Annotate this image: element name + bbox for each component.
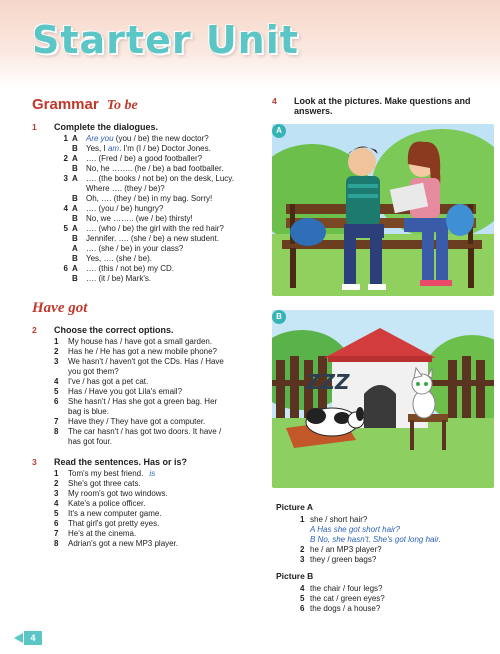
page-arrow-icon: [14, 633, 23, 643]
question-line: [300, 604, 494, 614]
line-number: 5: [63, 224, 68, 233]
question-text: they / green bags?: [310, 555, 377, 564]
option-line: [54, 337, 262, 347]
have-got-heading: Have got: [32, 300, 88, 316]
sentence-text: That girl's got pretty eyes.: [68, 519, 160, 528]
line-number: 8: [54, 539, 59, 548]
dialogue-text-rest: …. (who / be) the girl with the red hair?: [86, 224, 224, 233]
line-number: 5: [54, 387, 59, 396]
dialogue-text-rest: …. (Fred / be) a good footballer?: [86, 154, 203, 163]
zzz-label: ZZZ: [306, 370, 350, 394]
sentence-line: [54, 489, 262, 499]
question-text: he / an MP3 player?: [310, 545, 382, 554]
line-number: 8: [54, 427, 59, 436]
option-line: [54, 417, 262, 427]
line-number: [54, 234, 72, 244]
park-bench-illustration: [272, 124, 494, 296]
option-line: [54, 387, 262, 397]
dialogue-line: [54, 274, 262, 284]
option-text: bag is blue.: [68, 407, 109, 416]
line-number: 4: [54, 377, 59, 386]
dialogue-line: [54, 264, 262, 274]
option-line: [54, 367, 262, 377]
dog-house-illustration: [272, 310, 494, 488]
exercise-number: 1: [32, 122, 37, 132]
dialogue-text-rest: No, he …….. (he / be) a bad footballer.: [86, 164, 224, 173]
instruction-text: Look at the pictures. Make questions and answers.: [294, 96, 471, 116]
exercise-1-instruction: [32, 122, 262, 132]
speaker-label: B: [72, 144, 78, 153]
dialogue-text: [86, 174, 234, 184]
sentence-line: [54, 519, 262, 529]
line-number: 5: [300, 594, 305, 603]
grammar-title: Grammar: [32, 96, 99, 113]
picture-a-badge: A: [272, 124, 286, 138]
option-line: [54, 427, 262, 437]
dialogue-line: [54, 194, 262, 204]
dialogue-line: [54, 134, 262, 144]
question-text: she / short hair?: [310, 515, 368, 524]
option-text: Have they / They have got a computer.: [68, 417, 206, 426]
exercise-number: 2: [32, 325, 37, 335]
dialogue-line: [54, 174, 262, 184]
page-number: [14, 631, 48, 645]
picture-questions: [276, 496, 494, 614]
line-number: 7: [54, 417, 59, 426]
sentence-line: [54, 509, 262, 519]
dialogue-text-rest: . I'm (I / be) Doctor Jones.: [119, 144, 211, 153]
sentence-line: [54, 539, 262, 549]
dialogue-text-rest: …. (the books / not be) on the desk, Lucy.: [86, 174, 234, 183]
dialogue-text-rest: …. (you / be) hungry?: [86, 204, 164, 213]
sentence-text: Adrian's got a new MP3 player.: [68, 539, 179, 548]
option-line: [54, 377, 262, 387]
line-number: 2: [54, 479, 59, 488]
answer-text: B No, she hasn't. She's got long hair.: [310, 535, 441, 544]
option-text: My house has / have got a small garden.: [68, 337, 213, 346]
speaker-label: A: [72, 154, 78, 163]
question-text: the cat / green eyes?: [310, 594, 385, 603]
sentence-text: Kate's a police officer.: [68, 499, 146, 508]
line-number: [54, 184, 72, 194]
speaker-label: A: [72, 204, 78, 213]
speaker-label: A: [72, 264, 78, 273]
option-text: She hasn't / Has she got a green bag. Her: [68, 397, 218, 406]
page-number-value: 4: [24, 631, 42, 645]
line-number: 5: [54, 509, 59, 518]
exercise-number: 3: [32, 457, 37, 467]
dialogue-text: [86, 144, 211, 154]
dialogue-text: [86, 254, 152, 264]
speaker-label: B: [72, 254, 78, 263]
dialogue-text: [86, 194, 212, 204]
exercise-2-lines: [54, 337, 262, 447]
exercise-number: 4: [272, 96, 277, 106]
line-number: 1: [54, 469, 59, 478]
dialogue-text: [86, 184, 165, 194]
sentence-text: Tom's my best friend.: [68, 469, 144, 478]
line-number: 1: [54, 337, 59, 346]
dialogue-line: [54, 254, 262, 264]
unit-title: Starter Unit: [32, 18, 299, 62]
line-number: 3: [63, 174, 68, 183]
line-number: [54, 437, 68, 447]
dialogue-text-rest: …. (this / not be) my CD.: [86, 264, 175, 273]
answer-line: [310, 525, 494, 535]
exercise-4-instruction: [272, 96, 494, 116]
picture-b-badge: B: [272, 310, 286, 324]
question-text: the chair / four legs?: [310, 584, 383, 593]
dialogue-text-rest: …. (it / be) Mark's.: [86, 274, 152, 283]
line-number: 6: [300, 604, 305, 613]
question-line: [300, 594, 494, 604]
line-number: [54, 214, 72, 224]
dialogue-text-rest: …. (she / be) in your class?: [86, 244, 184, 253]
line-number: 3: [300, 555, 305, 564]
dialogue-line: [54, 154, 262, 164]
speaker-label: B: [72, 234, 78, 243]
exercise-3-lines: [54, 469, 262, 549]
instruction-text: Choose the correct options.: [54, 325, 174, 335]
line-number: 6: [54, 519, 59, 528]
sentence-text: It's a new computer game.: [68, 509, 162, 518]
dialogue-line: [54, 224, 262, 234]
sentence-text: My room's got two windows.: [68, 489, 168, 498]
speaker-label: B: [72, 164, 78, 173]
dialogue-text: [86, 134, 209, 144]
dialogue-line: [54, 244, 262, 254]
right-column: [272, 96, 494, 118]
line-number: 3: [54, 357, 59, 366]
option-text: has got four.: [68, 437, 113, 446]
speaker-label: A: [72, 244, 78, 253]
speaker-label: A: [72, 134, 78, 143]
dialogue-text: [86, 204, 163, 214]
speaker-label: A: [72, 174, 78, 183]
dialogue-text: [86, 274, 151, 284]
grammar-subtitle: To be: [106, 98, 138, 113]
speaker-label: B: [72, 274, 78, 283]
line-number: 2: [54, 347, 59, 356]
line-number: 2: [63, 154, 68, 163]
line-number: [54, 164, 72, 174]
sentence-line: [54, 529, 262, 539]
example-answer: Are you: [86, 134, 114, 143]
line-number: 2: [300, 545, 305, 554]
instruction-text: Read the sentences. Has or is?: [54, 457, 188, 467]
dialogue-text: [86, 214, 193, 224]
dialogue-text: [86, 234, 219, 244]
option-text: you got them?: [68, 367, 119, 376]
dialogue-text: [86, 224, 224, 234]
question-line: [300, 584, 494, 594]
picture-b: [272, 310, 494, 488]
line-number: 1: [300, 515, 305, 524]
speaker-label: B: [72, 194, 78, 203]
line-number: 4: [300, 584, 305, 593]
option-text: Has / Have you got Lila's email?: [68, 387, 183, 396]
speaker-label: B: [72, 214, 78, 223]
line-number: 1: [63, 134, 68, 143]
sentence-line: [54, 479, 262, 489]
answer-text: A Has she got short hair?: [310, 525, 400, 534]
line-number: [54, 274, 72, 284]
dialogue-line: [54, 144, 262, 154]
option-line: [54, 437, 262, 447]
exercise-2-instruction: [32, 325, 262, 335]
dialogue-line: [54, 184, 262, 194]
line-number: 3: [54, 489, 59, 498]
option-line: [54, 357, 262, 367]
dialogue-line: [54, 204, 262, 214]
line-number: [54, 194, 72, 204]
sentence-text: He's at the cinema.: [68, 529, 137, 538]
dialogue-line: [54, 234, 262, 244]
dialogue-text: [86, 154, 202, 164]
option-text: The car hasn't / has got two doors. It have /: [68, 427, 222, 436]
instruction-text: Complete the dialogues.: [54, 122, 159, 132]
dialogue-line: [54, 164, 262, 174]
dialogue-text-rest: No, we …….. (we / be) thirsty!: [86, 214, 193, 223]
dialogue-text-rest: Oh, …. (they / be) in my bag. Sorry!: [86, 194, 213, 203]
option-line: [54, 407, 262, 417]
exercise-1-lines: [54, 134, 262, 284]
dialogue-text-rest: Where …. (they / be)?: [86, 184, 165, 193]
question-text: the dogs / a house?: [310, 604, 381, 613]
line-number: [54, 144, 72, 154]
question-line: [300, 515, 494, 525]
option-line: [54, 347, 262, 357]
picture-a-questions: [276, 515, 494, 565]
question-line: [300, 545, 494, 555]
dialogue-text: [86, 164, 223, 174]
line-number: 6: [63, 264, 68, 273]
sentence-line: [54, 469, 262, 479]
line-number: [54, 407, 68, 417]
exercise-3-instruction: [32, 457, 262, 467]
line-number: 7: [54, 529, 59, 538]
option-text: Has he / He has got a new mobile phone?: [68, 347, 217, 356]
line-number: 4: [63, 204, 68, 213]
dialogue-text-rest: Yes, …. (she / be).: [86, 254, 152, 263]
sentence-text: She's got three cats.: [68, 479, 141, 488]
dialogue-text: [86, 264, 174, 274]
line-number: [54, 244, 72, 254]
option-line: [54, 397, 262, 407]
line-number: 6: [54, 397, 59, 406]
grammar-heading: [32, 96, 262, 114]
option-text: I've / has got a pet cat.: [68, 377, 149, 386]
dialogue-line: [54, 214, 262, 224]
example-answer: is: [149, 469, 156, 478]
picture-b-label: Picture B: [276, 571, 314, 581]
picture-a-label: Picture A: [276, 502, 314, 512]
question-line: [300, 555, 494, 565]
speaker-label: A: [72, 224, 78, 233]
line-number: [54, 254, 72, 264]
dialogue-text-rest: Jennifer. …. (she / be) a new student.: [86, 234, 219, 243]
option-text: We hasn't / haven't got the CDs. Has / Have: [68, 357, 224, 366]
text-before-answer: Yes, I: [86, 144, 108, 153]
line-number: 4: [54, 499, 59, 508]
line-number: [54, 367, 68, 377]
left-column: [32, 96, 262, 549]
answer-line: [310, 535, 494, 545]
speaker-label: [72, 184, 86, 194]
sentence-line: [54, 499, 262, 509]
picture-a: [272, 124, 494, 296]
dialogue-text-rest: (you / be) the new doctor?: [113, 134, 209, 143]
dialogue-text: [86, 244, 183, 254]
picture-b-questions: [276, 584, 494, 614]
example-answer: am: [107, 144, 120, 153]
